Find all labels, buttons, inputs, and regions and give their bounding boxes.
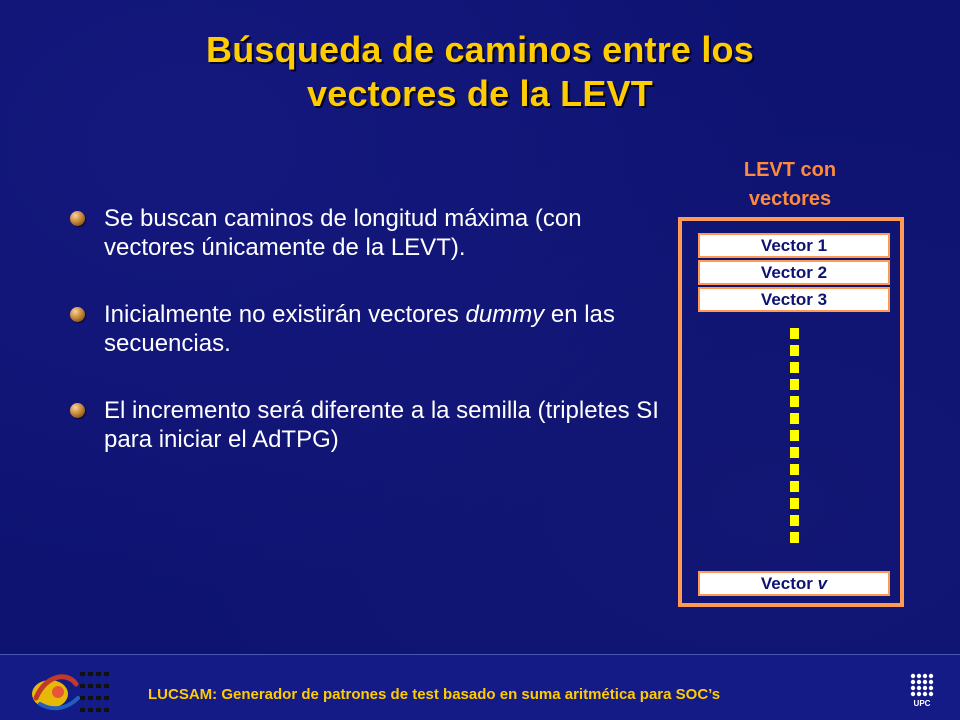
vector-3-box: Vector 3 <box>698 287 890 312</box>
bullet-text-1: Se buscan caminos de longitud máxima (con vectores únicamente de la LEVT). <box>104 205 582 261</box>
bullet-text-2-before: Inicialmente no existirán vectores <box>104 301 466 328</box>
slide-title-line-2: vectores de la LEVT <box>307 73 653 114</box>
bullet-text-2-emphasis: dummy <box>465 301 545 328</box>
bullet-item-3 <box>70 396 660 454</box>
levt-container <box>678 217 904 607</box>
research-group-logo <box>28 664 118 718</box>
levt-label <box>700 156 880 214</box>
bullet-icon <box>70 211 85 226</box>
levt-label-line-1: LEVT con <box>743 159 837 181</box>
slide-title-line-1: Búsqueda de caminos entre los <box>206 29 754 70</box>
footer-caption: LUCSAM: Generador de patrones de test basado en suma aritmética para SOC’s <box>148 686 721 703</box>
vector-1-box: Vector 1 <box>698 233 890 258</box>
ellipsis-dots <box>790 328 799 548</box>
bullet-list <box>70 204 660 492</box>
bullet-text-3: El incremento será diferente a la semilla (tripletes SI para iniciar el AdTPG) <box>104 397 659 453</box>
bullet-item-2 <box>70 300 660 358</box>
bullet-text-2-after: en las secuencias. <box>104 301 615 357</box>
vector-v-variable: v <box>817 574 828 593</box>
vector-v-box <box>698 571 890 596</box>
bullet-icon <box>70 403 85 418</box>
bullet-item-1 <box>70 204 660 262</box>
levt-label-line-2: vectores <box>748 188 832 210</box>
bullet-text-2 <box>104 301 615 357</box>
upc-logo-text: UPC <box>913 699 931 708</box>
vector-v-prefix: Vector <box>760 574 818 593</box>
vector-2-box: Vector 2 <box>698 260 890 285</box>
bullet-icon <box>70 307 85 322</box>
slide-title <box>80 28 880 116</box>
